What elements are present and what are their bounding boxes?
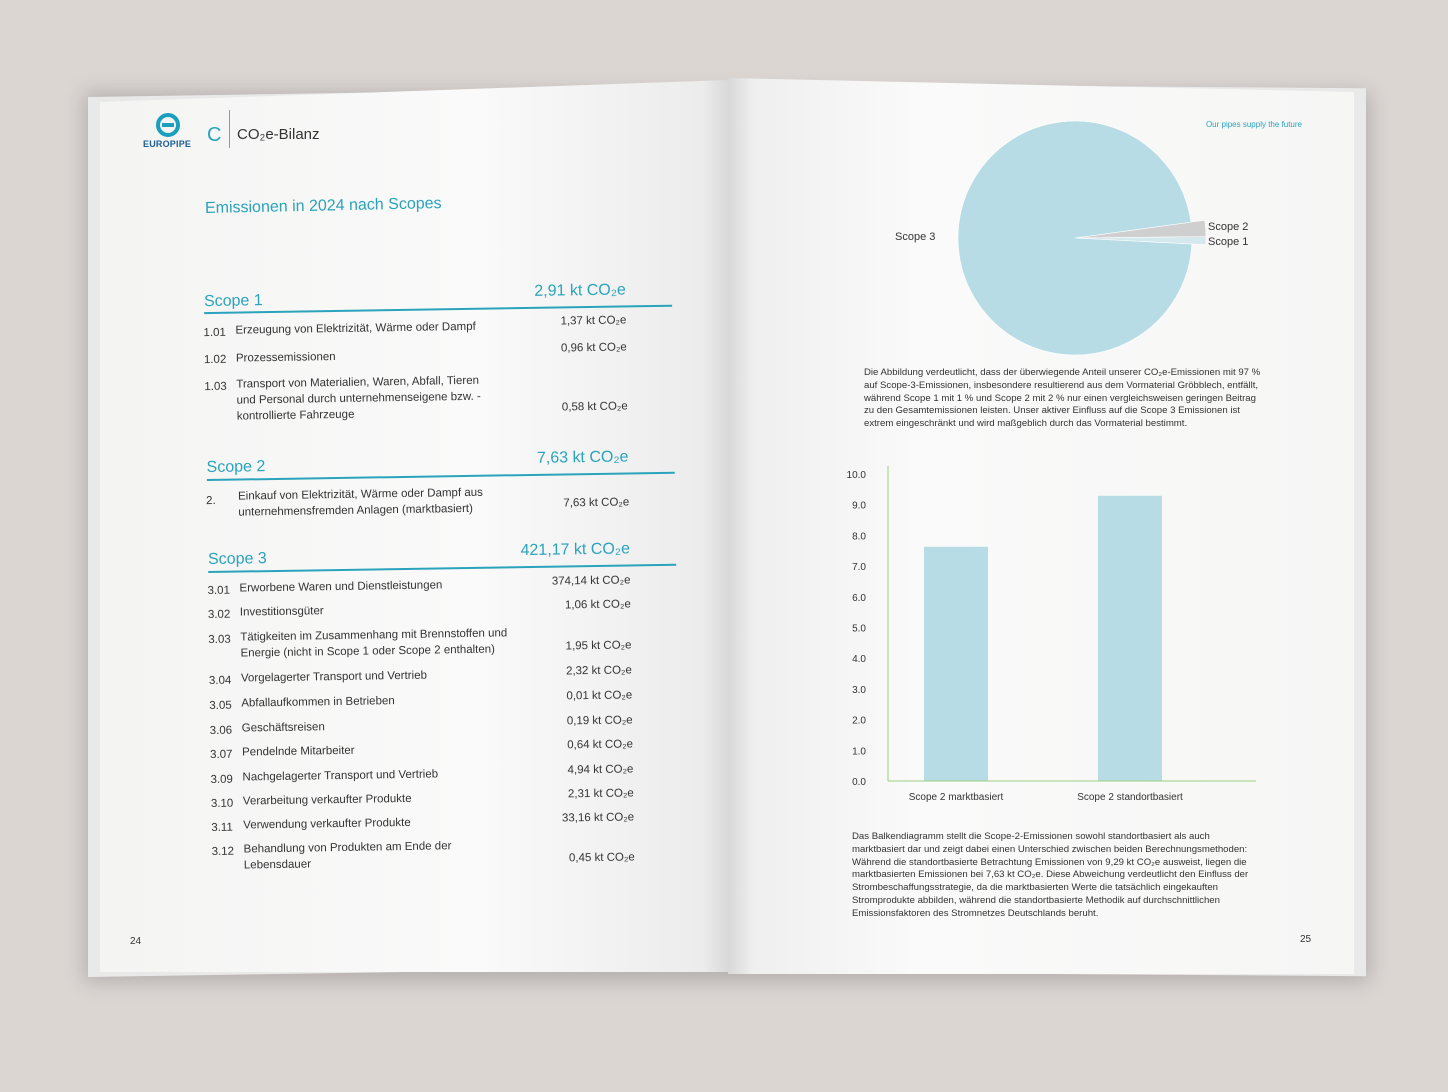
item-label: Vorgelagerter Transport und Vertrieb <box>240 669 428 685</box>
pie-chart <box>880 120 1260 365</box>
logo-text: EUROPIPE <box>143 139 192 149</box>
item-value: 2,32 kt CO₂e <box>565 664 632 678</box>
page-title: Emissionen in 2024 nach Scopes <box>204 195 442 217</box>
item-value: 0,01 kt CO₂e <box>566 689 633 703</box>
y-tick-label: 4.0 <box>852 654 866 666</box>
item-value: 1,06 kt CO₂e <box>564 598 631 612</box>
item-label: Transport von Materialien, Waren, Abfall, Tieren und Personal durch unternehmenseigene bzw. -kontrollierte Fahrzeuge <box>236 374 481 423</box>
item-value: 0,45 kt CO₂e <box>568 851 635 865</box>
item-label: Nachgelagerter Transport und Vertrieb <box>242 768 439 784</box>
item-number: 3.06 <box>209 724 233 738</box>
scope1-total: 2,91 kt CO₂e <box>534 281 627 300</box>
item-label: Prozessemissionen <box>235 351 336 365</box>
item-label: Einkauf von Elektrizität, Wärme oder Dampf aus unternehmensfremden Anlagen (marktbasiert) <box>237 486 483 519</box>
scope3-heading: Scope 3 <box>207 550 267 569</box>
item-number: 2. <box>206 494 216 508</box>
scope2-heading: Scope 2 <box>206 458 266 477</box>
pie-label-scope1: Scope 1 <box>1208 236 1249 248</box>
item-number: 3.10 <box>210 797 234 811</box>
tagline: Our pipes supply the future <box>1205 120 1302 129</box>
y-tick-label: 0.0 <box>852 777 866 788</box>
item-label: Erzeugung von Elektrizität, Wärme oder Dampf <box>235 320 476 337</box>
y-tick-label: 10.0 <box>846 470 866 481</box>
item-number: 1.03 <box>204 380 227 394</box>
y-tick-label: 2.0 <box>852 715 866 727</box>
y-tick-label: 7.0 <box>852 562 866 574</box>
item-label: Pendelnde Mitarbeiter <box>241 744 355 759</box>
item-number: 3.12 <box>211 845 235 859</box>
item-number: 3.01 <box>207 584 231 598</box>
item-value: 0,64 kt CO₂e <box>567 738 634 752</box>
item-value: 1,37 kt CO₂e <box>560 314 627 328</box>
pie-description: Die Abbildung verdeutlicht, dass der überwiegende Anteil unserer CO₂e-Emissionen mit 97 % auf Scope-3-Emissionen, insbesondere resultierend aus dem Vormaterial Gröbblech, entfällt, während Scope 1 mit 1 % und Scope 2 mit 2 % nur einen vergleichsweisen geringen Beitrag zu den Gesamtemissionen leisten. Unser aktiver Einfluss auf die Scope 3 Emissionen ist extrem eingeschränkt und wird maßgeblich durch das Vormaterial bestimmt. <box>864 367 1261 430</box>
scope2-rule <box>207 472 675 481</box>
item-number: 3.02 <box>207 608 231 622</box>
item-number: 3.03 <box>208 633 231 647</box>
item-label: Erworbene Waren und Dienstleistungen <box>239 579 443 595</box>
item-number: 3.09 <box>210 773 233 787</box>
y-tick-label: 3.0 <box>852 684 866 696</box>
item-label: Verwendung verkaufter Produkte <box>243 816 411 832</box>
y-tick-label: 8.0 <box>852 531 866 543</box>
bar-category-label: Scope 2 standortbasiert <box>1077 792 1183 803</box>
item-value: 2,31 kt CO₂e <box>567 787 634 801</box>
item-value: 0,58 kt CO₂e <box>561 400 628 414</box>
y-tick-label: 9.0 <box>852 500 866 512</box>
item-value: 374,14 kt CO₂e <box>551 574 631 588</box>
bar-description: Das Balkendiagramm stellt die Scope-2-Emissionen sowohl standortbasiert als auch marktbasiert dar und zeigt dabei einen Unterschied zwischen beiden Berechnungsmethoden: Während die standortbasierte Betrachtung Emissionen von 9,29 kt CO₂e ausweist, liegen die marktbasierten Emissionen bei 7,63 kt CO₂e. Diese Abweichung verdeutlicht den Einfluss der Strombeschaffungsstrategie, da die marktbasierten Werte die tatsächlich eingekauften Stromprodukte abbilden, während die standortbasierte Methodik auf durchschnittlichen Emissionsfaktoren des Stromnetzes Deutschlands beruht. <box>852 831 1249 919</box>
item-value: 33,16 kt CO₂e <box>561 811 635 825</box>
item-value: 1,95 kt CO₂e <box>565 639 632 653</box>
y-tick-label: 6.0 <box>852 592 866 604</box>
item-number: 3.11 <box>211 821 233 835</box>
chapter-title: CO₂e-Bilanz <box>237 126 320 143</box>
item-value: 4,94 kt CO₂e <box>567 763 634 777</box>
bar-category-label: Scope 2 marktbasiert <box>908 792 1004 803</box>
item-value: 0,96 kt CO₂e <box>560 341 627 355</box>
item-number: 3.07 <box>210 748 233 762</box>
page-number-right: 25 <box>1300 934 1312 945</box>
item-number: 1.02 <box>203 353 227 367</box>
item-label: Investitionsgüter <box>239 605 324 619</box>
item-number: 1.01 <box>203 326 226 340</box>
item-value: 7,63 kt CO₂e <box>563 496 630 510</box>
item-number: 3.04 <box>208 674 232 688</box>
chapter-letter: C <box>207 124 222 146</box>
y-tick-label: 1.0 <box>852 746 866 758</box>
page-number-left: 24 <box>130 936 142 947</box>
bar-marktbasiert <box>924 547 988 781</box>
bar-standortbasiert <box>1098 496 1162 781</box>
y-tick-label: 5.0 <box>852 623 866 635</box>
pie-label-scope2: Scope 2 <box>1208 221 1249 233</box>
item-label: Behandlung von Produkten am Ende der Lebensdauer <box>243 840 452 872</box>
item-label: Tätigkeiten im Zusammenhang mit Brennstoffen und Energie (nicht in Scope 1 oder Scope 2 enthalten) <box>240 627 508 660</box>
scope2-total: 7,63 kt CO₂e <box>536 448 629 467</box>
item-label: Verarbeitung verkaufter Produkte <box>242 792 412 808</box>
item-label: Geschäftsreisen <box>241 721 325 735</box>
scope1-heading: Scope 1 <box>203 292 263 311</box>
scope3-rule <box>208 564 676 573</box>
bar-chart <box>836 460 1266 810</box>
scope3-total: 421,17 kt CO₂e <box>520 540 631 560</box>
pie-label-scope3: Scope 3 <box>895 231 936 243</box>
item-value: 0,19 kt CO₂e <box>566 714 633 728</box>
scope1-rule <box>204 305 672 314</box>
item-label: Abfallaufkommen in Betrieben <box>241 695 395 710</box>
item-number: 3.05 <box>209 699 232 713</box>
